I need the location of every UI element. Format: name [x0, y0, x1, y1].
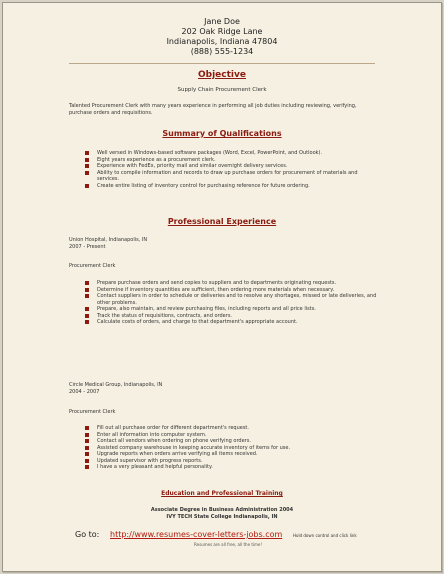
education-degree: Associate Degree in Business Administration 2004 [150, 507, 294, 513]
objective-heading: Objective [198, 70, 246, 80]
job-2-duty-item: Fill out all purchase order for different department's request. [85, 425, 377, 432]
header-divider [69, 63, 375, 64]
footer-goto-label: Go to: [75, 530, 100, 539]
job-1-duty-item: Determine if inventory quantities are sufficient, then ordering more materials when necessary. [85, 287, 377, 294]
job-1-duty-item: Prepare purchase orders and send copies to suppliers and to departments originating requests. [85, 280, 377, 287]
job-1-duty-item: Track the status of requisitions, contracts, and orders. [85, 313, 377, 320]
phone-number: (888) 555-1234 [190, 47, 254, 56]
education-heading: Education and Professional Training [161, 490, 283, 497]
job-2-employer: Circle Medical Group, Indianapolis, IN [69, 382, 163, 388]
job-1-duty-item: Calculate costs of orders, and charge to that department's appropriate account. [85, 319, 377, 326]
job-2-duty-item: Upgrade reports when orders arrive verifying all items received. [85, 451, 377, 458]
job-2-duty-item: Enter all information into computer system. [85, 432, 377, 439]
footer-note: Resumes are all free, all the time! [194, 542, 262, 547]
education-school: IVY TECH State College Indianapolis, IN [166, 514, 278, 520]
objective-summary: Talented Procurement Clerk with many years experience in performing all job duties including reviewing, verifying, purchase orders and requisitions. [69, 103, 357, 116]
qualification-item: Eight years experience as a procurement clerk. [85, 157, 377, 164]
resume-site-link[interactable]: http://www.resumes-cover-letters-jobs.com [110, 530, 283, 539]
job-2-role: Procurement Clerk [69, 409, 116, 415]
job-1-dates: 2007 - Present [69, 244, 106, 250]
job-2-duty-item: Contact all vendors when ordering on phone verifying orders. [85, 438, 377, 445]
qualifications-list [85, 150, 377, 189]
footer-hint: Hold down control and click link [293, 533, 357, 538]
qualification-item: Ability to compile information and records to draw up purchase orders for procurement of materials and services. [85, 170, 377, 183]
city-state-zip: Indianapolis, Indiana 47804 [166, 37, 278, 46]
applicant-name: Jane Doe [204, 17, 240, 26]
objective-position: Supply Chain Procurement Clerk [177, 87, 267, 93]
job-2-duty-item: I have a very pleasant and helpful personality. [85, 464, 377, 471]
qualification-item: Well versed in Windows-based software packages (Word, Excel, PowerPoint, and Outlook). [85, 150, 377, 157]
qualification-item: Create entire listing of inventory control for purchasing reference for future ordering. [85, 183, 377, 190]
qualifications-heading: Summary of Qualifications [162, 129, 282, 138]
resume-page [2, 2, 442, 572]
qualification-item: Experience with FedEx, priority mail and similar overnight delivery services. [85, 163, 377, 170]
job-2-duty-item: Assisted company warehouse in keeping accurate inventory of items for use. [85, 445, 377, 452]
street-address: 202 Oak Ridge Lane [181, 27, 263, 36]
job-1-role: Procurement Clerk [69, 263, 116, 269]
job-2-dates: 2004 - 2007 [69, 389, 100, 395]
job-2-duty-item: Updated supervisor with progress reports. [85, 458, 377, 465]
job-1-duties [85, 280, 377, 326]
experience-heading: Professional Experience [167, 217, 277, 226]
contact-header [3, 17, 441, 57]
job-1-duty-item: Contact suppliers in order to schedule or deliveries and to resolve any shortages, missed or late deliveries, and other problems. [85, 293, 377, 306]
job-1-duty-item: Prepare, also maintain, and review purchasing files, including reports and all price lists. [85, 306, 377, 313]
job-1-employer: Union Hospital, Indianapolis, IN [69, 237, 148, 243]
job-2-duties [85, 425, 377, 471]
